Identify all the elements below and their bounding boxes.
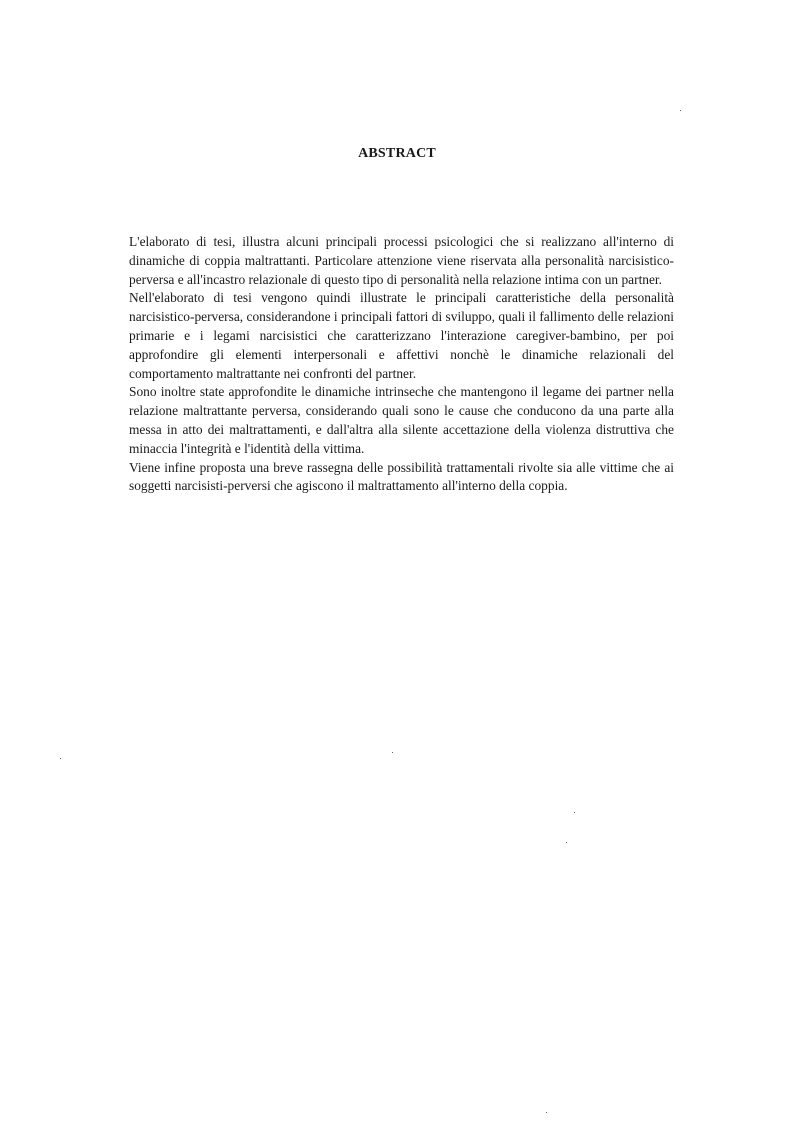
scan-speck xyxy=(566,842,567,843)
paragraph-3: Sono inoltre state approfondite le dinamiche intrinseche che mantengono il legame dei partner nella relazione maltrattante perversa, considerando quali sono le cause che conducono da una parte alla messa in atto dei maltrattamenti, e dall'altra alla silente accettazione della violenza distruttiva che minaccia l'integrità e l'identità della vittima. xyxy=(129,384,674,456)
paragraph-4: Viene infine proposta una breve rassegna delle possibilità trattamentali rivolte sia alle vittime che ai soggetti narcisisti-perversi che agiscono il maltrattamento all'interno della coppia. xyxy=(129,459,674,494)
paragraph-1: L'elaborato di tesi, illustra alcuni principali processi psicologici che si realizzano all'interno di dinamiche di coppia maltrattanti. Particolare attenzione viene riservata alla personalità narcisistico-perversa e all'incastro relazionale di questo tipo di personalità nella relazione intima con un partner. xyxy=(129,234,674,287)
scan-speck xyxy=(680,110,681,111)
scan-speck xyxy=(574,812,575,813)
paragraph-2: Nell'elaborato di tesi vengono quindi illustrate le principali caratteristiche della personalità narcisistico-perversa, considerandone i principali fattori di sviluppo, quali il fallimento delle relazioni primarie e i legami narcisistici che caratterizzano l'interazione caregiver-bambino, per poi approfondire gli elementi interpersonali e affettivi nonchè le dinamiche relazionali del comportamento maltrattante nei confronti del partner. xyxy=(129,290,674,381)
scan-speck xyxy=(60,758,61,759)
scan-speck xyxy=(546,1112,547,1113)
page-title: ABSTRACT xyxy=(358,146,436,161)
abstract-body xyxy=(129,233,674,496)
scan-speck xyxy=(392,752,393,753)
